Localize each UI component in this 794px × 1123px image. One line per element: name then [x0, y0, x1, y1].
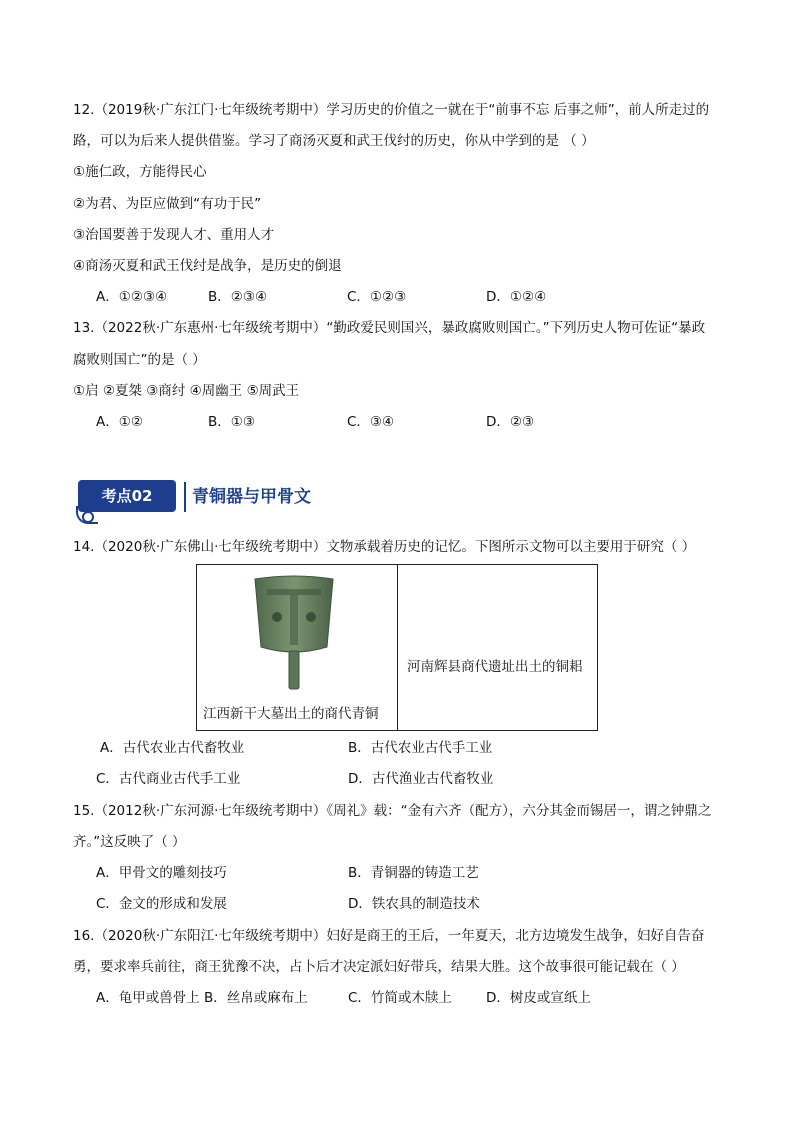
section-title: 青铜器与甲骨文: [192, 487, 311, 507]
q13-stem-line2: 腐败则国亡”的是（ ）: [73, 352, 206, 368]
figure-divider: [397, 565, 398, 730]
q16-stem-line1: 16.（2020秋·广东阳江·七年级统考期中）妇好是商王的王后，一年夏天，北方边境发生战争，妇好自告奋: [73, 928, 705, 944]
q14-option-d[interactable]: D．古代渔业古代畜牧业: [348, 771, 494, 787]
banner-dot-icon: [82, 511, 94, 523]
q13-items: ①启 ②夏桀 ③商纣 ④周幽王 ⑤周武王: [73, 383, 300, 399]
q16-stem-line2: 勇，要求率兵前往，商王犹豫不决，占卜后才决定派妇好带兵，结果大胜。这个故事很可能记载在（ ）: [73, 959, 685, 975]
banner-separator: [184, 482, 186, 512]
q14-option-c[interactable]: C．古代商业古代手工业: [96, 771, 241, 787]
q12-item-2: ②为君、为臣应做到“有功于民”: [73, 196, 262, 212]
q16-option-ab[interactable]: A．龟甲或兽骨上 B．丝帛或麻布上: [96, 990, 308, 1006]
q13-option-a[interactable]: A．①②: [96, 414, 143, 430]
q12-item-3: ③治国要善于发现人才、重用人才: [73, 227, 275, 243]
q14-option-b[interactable]: B．古代农业古代手工业: [348, 740, 493, 756]
figure-caption-left: 江西新干大墓出土的商代青铜: [203, 706, 379, 722]
bronze-bell-image: [249, 575, 339, 695]
q13-option-c[interactable]: C．③④: [347, 414, 395, 430]
q12-option-a[interactable]: A．①②③④: [96, 289, 168, 305]
q14-stem-line1: 14.（2020秋·广东佛山·七年级统考期中）文物承载着历史的记忆。下图所示文物可以主要用于研究（ ）: [73, 539, 696, 555]
q14-figure-table: [196, 564, 598, 731]
q12-item-4: ④商汤灭夏和武王伐纣是战争，是历史的倒退: [73, 258, 342, 274]
q14-option-a[interactable]: A．古代农业古代畜牧业: [100, 740, 245, 756]
q13-option-d[interactable]: D．②③: [486, 414, 535, 430]
q15-option-b[interactable]: B．青铜器的铸造工艺: [348, 865, 479, 881]
q12-stem-line1: 12.（2019秋·广东江门·七年级统考期中）学习历史的价值之一就在于“前事不忘 后事之师”，前人所走过的: [73, 102, 710, 118]
q12-stem-line2: 路，可以为后来人提供借鉴。学习了商汤灭夏和武王伐纣的历史，你从中学到的是 （ ）: [73, 133, 595, 149]
q13-option-b[interactable]: B．①③: [208, 414, 255, 430]
q15-option-d[interactable]: D．铁农具的制造技术: [348, 896, 480, 912]
q13-stem-line1: 13.（2022秋·广东惠州·七年级统考期中）“勤政爱民则国兴，暴政腐败则国亡。”下列历史人物可佐证“暴政: [73, 320, 706, 336]
q12-item-1: ①施仁政，方能得民心: [73, 164, 207, 180]
q12-option-c[interactable]: C．①②③: [347, 289, 407, 305]
section-tab-label: 考点02: [101, 487, 153, 505]
q15-stem-line1: 15.（2012秋·广东河源·七年级统考期中）《周礼》载：“金有六齐（配方），六分其金而锡居一，谓之钟鼎之: [73, 803, 712, 819]
figure-caption-right: 河南辉县商代遗址出土的铜耜: [407, 659, 583, 675]
q16-option-d[interactable]: D．树皮或宣纸上: [486, 990, 591, 1006]
q12-option-d[interactable]: D．①②④: [486, 289, 547, 305]
q15-stem-line2: 齐。”这反映了（ ）: [73, 834, 186, 850]
q15-option-a[interactable]: A．甲骨文的雕刻技巧: [96, 865, 227, 881]
q15-option-c[interactable]: C．金文的形成和发展: [96, 896, 227, 912]
q12-option-b[interactable]: B．②③④: [208, 289, 268, 305]
q16-option-c[interactable]: C．竹简或木牍上: [348, 990, 452, 1006]
section-banner: [78, 480, 338, 522]
